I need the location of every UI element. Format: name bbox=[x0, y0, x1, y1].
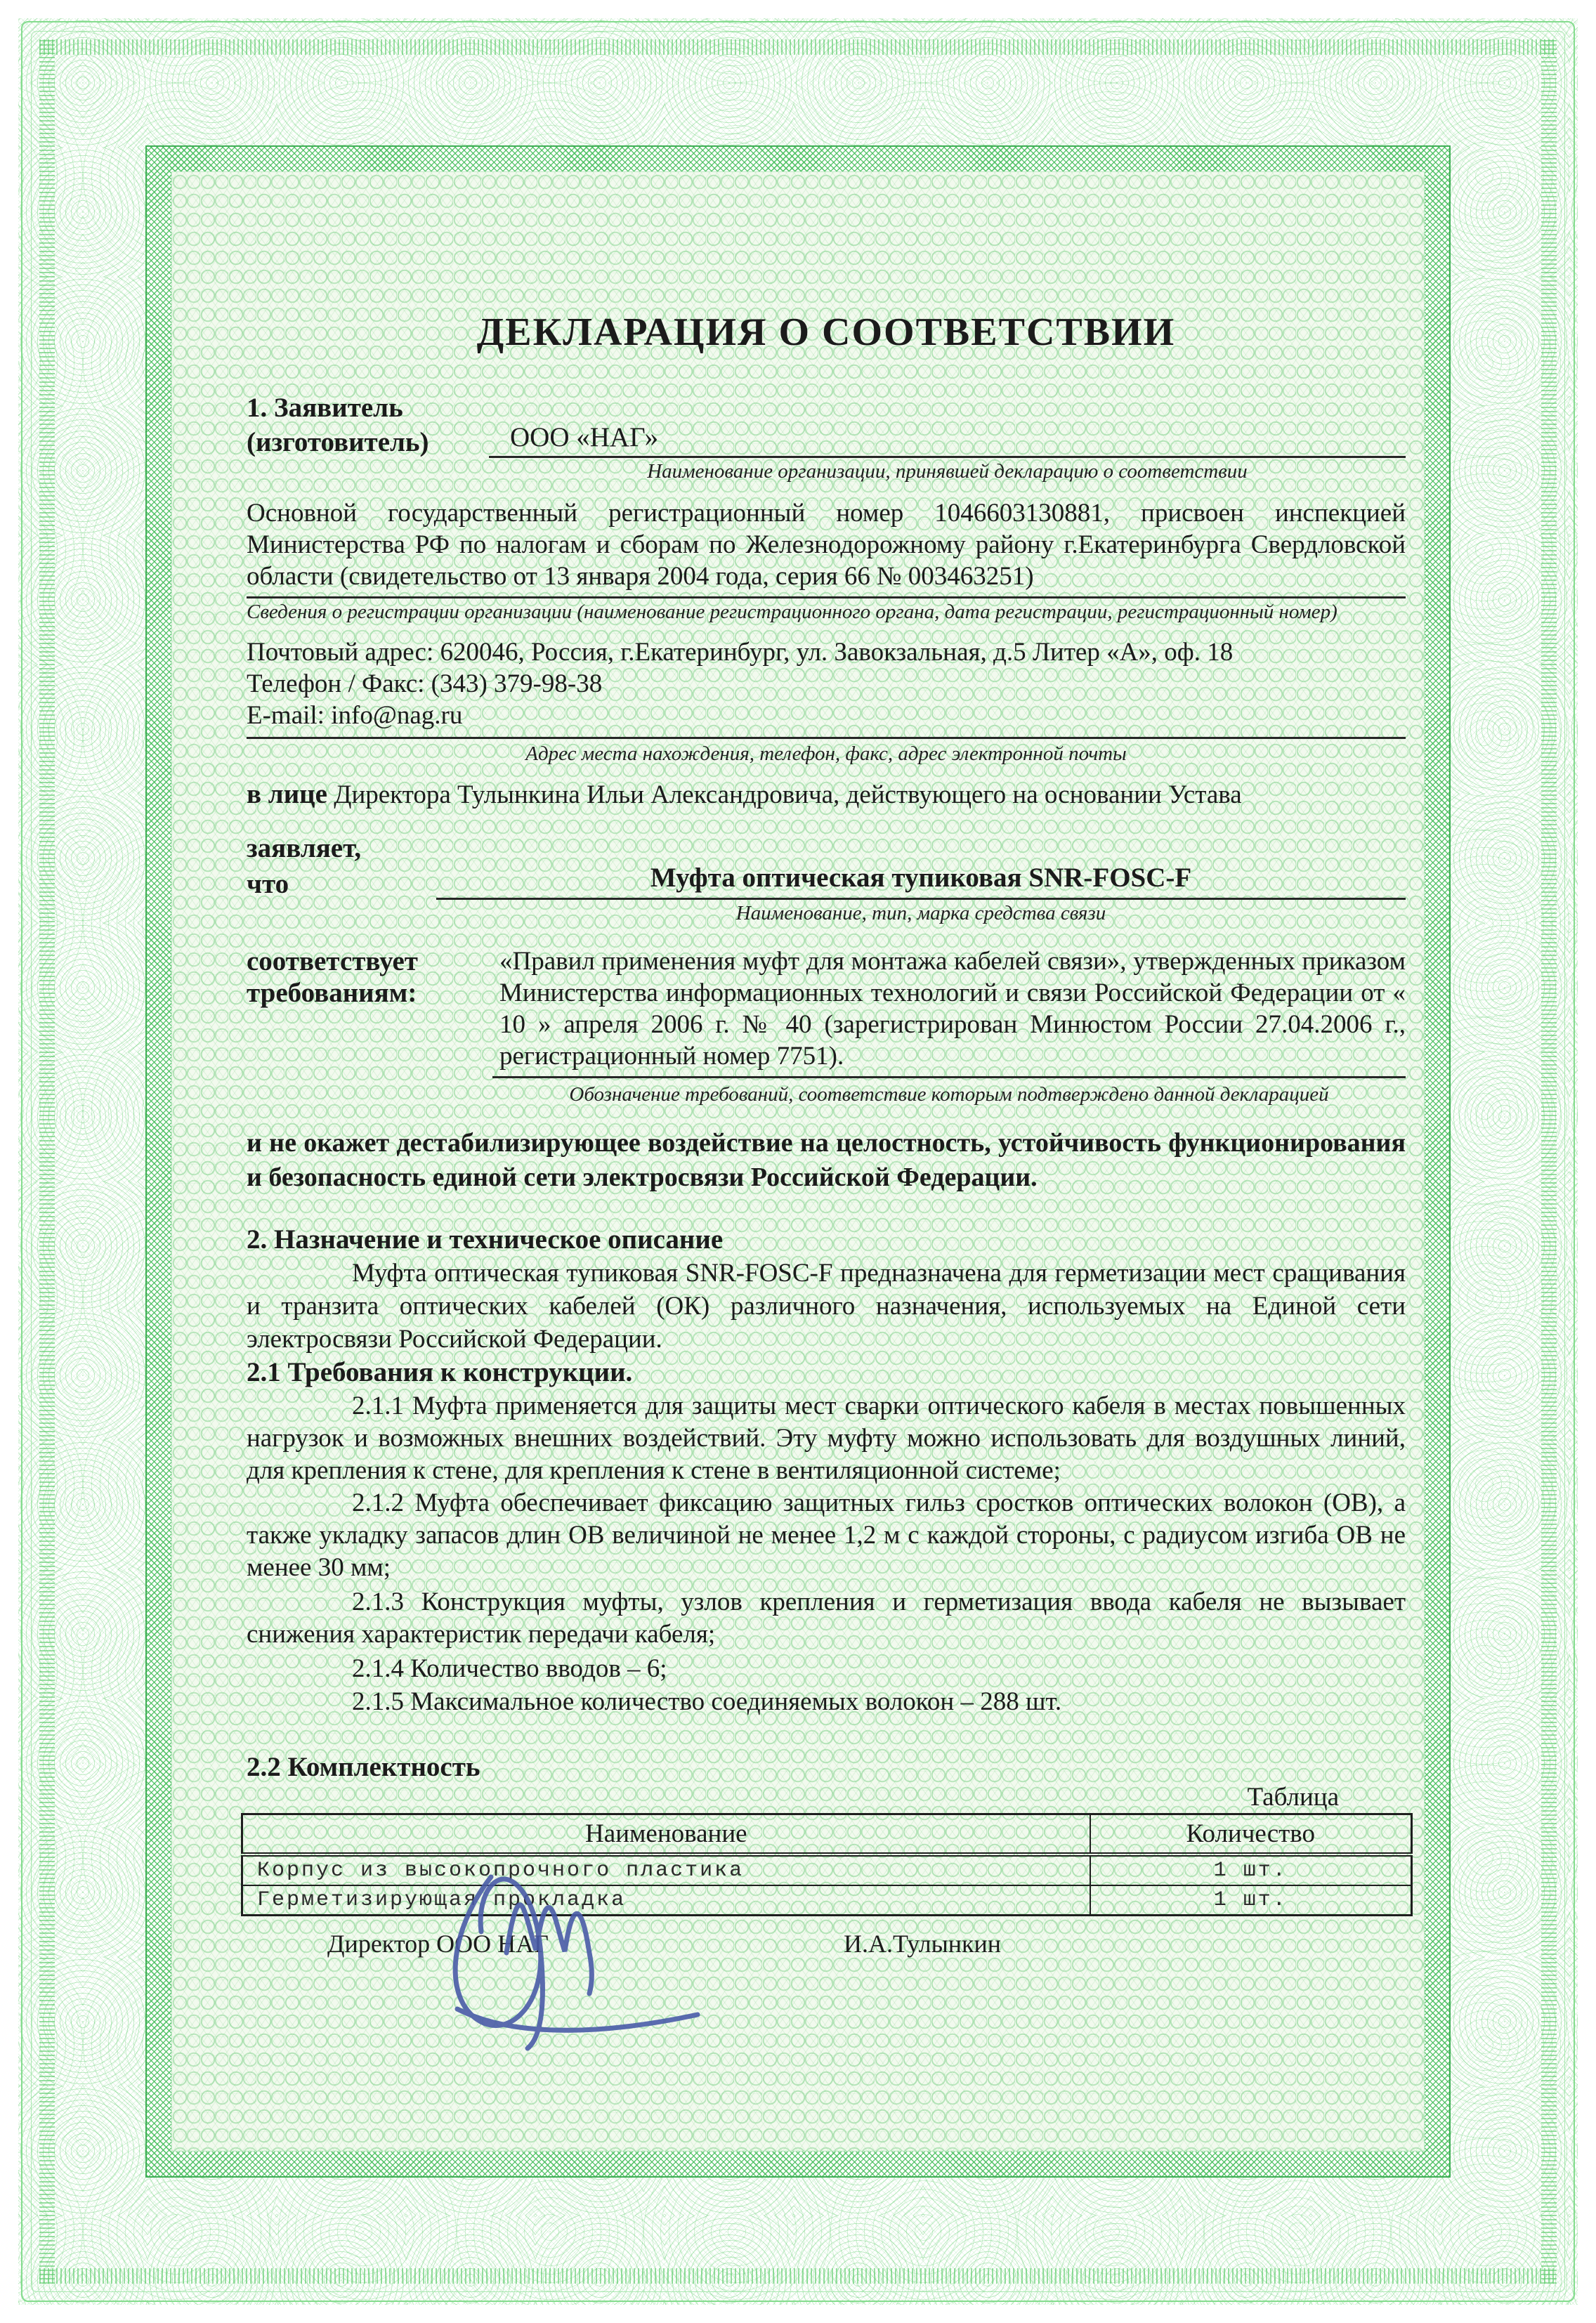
represented-by-line bbox=[247, 778, 1406, 811]
applicant-caption: Наименование организации, принявшей декларацию о соответствии bbox=[647, 460, 1248, 483]
requirements-row bbox=[247, 945, 1406, 1078]
requirement-item: 2.1.3 Конструкция муфты, узлов крепления и герметизация ввода кабеля не вызывает снижения характеристик передачи кабеля; bbox=[247, 1588, 1406, 1649]
requirement-item: 2.1.5 Максимальное количество соединяемых волокон – 288 шт. bbox=[352, 1687, 1062, 1716]
coil-ornament-right bbox=[1541, 39, 1557, 2284]
section2-description: Муфта оптическая тупиковая SNR-FOSC-F предназначена для герметизации мест сращивания и транзита оптических кабелей (ОК) различного назначения, используемых на Единой сети электросвязи Российской Федерации. bbox=[247, 1259, 1406, 1354]
section1-heading: 1. Заявитель bbox=[247, 393, 403, 423]
signature-scribble-icon bbox=[408, 1840, 710, 2051]
section22-heading: 2.2 Комплектность bbox=[247, 1752, 480, 1782]
represented-by-label: в лице bbox=[247, 779, 327, 809]
applicant-label: (изготовитель) bbox=[247, 427, 429, 457]
coil-ornament-bottom bbox=[39, 2268, 1557, 2284]
col-header-qty: Количество bbox=[1090, 1814, 1412, 1855]
col-header-name: Наименование bbox=[242, 1814, 1090, 1855]
requirement-item: 2.1.2 Муфта обеспечивает фиксацию защитных гильз сростков оптических волокон (ОВ), а также укладку запасов длин ОВ величиной не менее 1,2 м с каждой стороны, с радиусом изгиба ОВ не менее 30 мм; bbox=[247, 1488, 1406, 1582]
signature-role: Директор ООО НАГ bbox=[327, 1930, 549, 1958]
product-caption: Наименование, тип, марка средства связи bbox=[735, 902, 1106, 924]
item-qty-cell: 1 шт. bbox=[1090, 1885, 1412, 1916]
requirement-item: 2.1.1 Муфта применяется для защиты мест сварки оптического кабеля в местах повышенных нагрузок и возможных внешних воздействий. Эту муфту можно использовать для воздушных линий, для крепления к стене, для крепления к стене в вентиляционной системе; bbox=[247, 1392, 1406, 1485]
table-label: Таблица bbox=[1247, 1783, 1339, 1812]
no-harm-statement: и не окажет дестабилизирующее воздействие на целостность, устойчивость функционирования и безопасность единой сети электросвязи Российской Федерации. bbox=[247, 1128, 1406, 1192]
item-name-cell: Герметизирующая прокладка bbox=[257, 1888, 627, 1912]
section21-heading: 2.1 Требования к конструкции. bbox=[247, 1357, 633, 1387]
coil-ornament-top bbox=[39, 39, 1557, 55]
coil-ornament-left bbox=[39, 39, 55, 2284]
requirements-caption: Обозначение требований, соответствие которым подтверждено данной декларацией bbox=[569, 1083, 1329, 1106]
signature-block bbox=[247, 1923, 1406, 2064]
item-name-cell: Корпус из высокопрочного пластика bbox=[242, 1854, 1090, 1885]
product-name: Муфта оптическая тупиковая SNR-FOSC-F bbox=[436, 864, 1406, 900]
requirements-text: «Правил применения муфт для монтажа кабелей связи», утвержденных приказом Министерства информационных технологий и связи Российской Федерации от « 10 » апреля 2006 г. № 40 (зарегистрирован Минюстом России 27.04.2006 г., регистрационный номер 7751). bbox=[492, 945, 1406, 1078]
email: E-mail: info@nag.ru bbox=[247, 701, 463, 730]
address-caption: Адрес места нахождения, телефон, факс, адрес электронной почты bbox=[525, 742, 1127, 765]
registration-caption: Сведения о регистрации организации (наименование регистрационного органа, дата регистрации, регистрационный номер) bbox=[247, 601, 1337, 623]
page-title: ДЕКЛАРАЦИЯ О СООТВЕТСТВИИ bbox=[476, 310, 1176, 354]
declares-label: заявляет, bbox=[247, 833, 362, 863]
applicant-row bbox=[247, 424, 1406, 458]
requirement-item: 2.1.4 Количество вводов – 6; bbox=[352, 1654, 667, 1683]
phone-fax: Телефон / Факс: (343) 379-98-38 bbox=[247, 669, 603, 698]
postal-address: Почтовый адрес: 620046, Россия, г.Екатеринбург, ул. Завокзальная, д.5 Литер «А», оф. 18 bbox=[247, 638, 1234, 667]
conforms-label: соответствует требованиям: bbox=[247, 946, 418, 1008]
section2-heading: 2. Назначение и техническое описание bbox=[247, 1224, 724, 1255]
item-qty-cell: 1 шт. bbox=[1090, 1854, 1412, 1885]
registration-text: Основной государственный регистрационный номер 1046603130881, присвоен инспекцией Министерства РФ по налогам и сборам по Железнодорожному району г.Екатеринбурга Свердловской области (свидетельство от 13 января 2004 года, серия 66 № 003463251) bbox=[247, 497, 1406, 598]
signature-name: И.А.Тулынкин bbox=[844, 1930, 1002, 1958]
represented-by-text: Директора Тулынкина Ильи Александровича, действующего на основании Устава bbox=[334, 780, 1242, 809]
document-body bbox=[171, 171, 1425, 2152]
address-block bbox=[247, 636, 1406, 739]
that-label: что bbox=[247, 869, 289, 899]
applicant-name: ООО «НАГ» bbox=[489, 424, 1406, 458]
product-row bbox=[247, 864, 1406, 900]
